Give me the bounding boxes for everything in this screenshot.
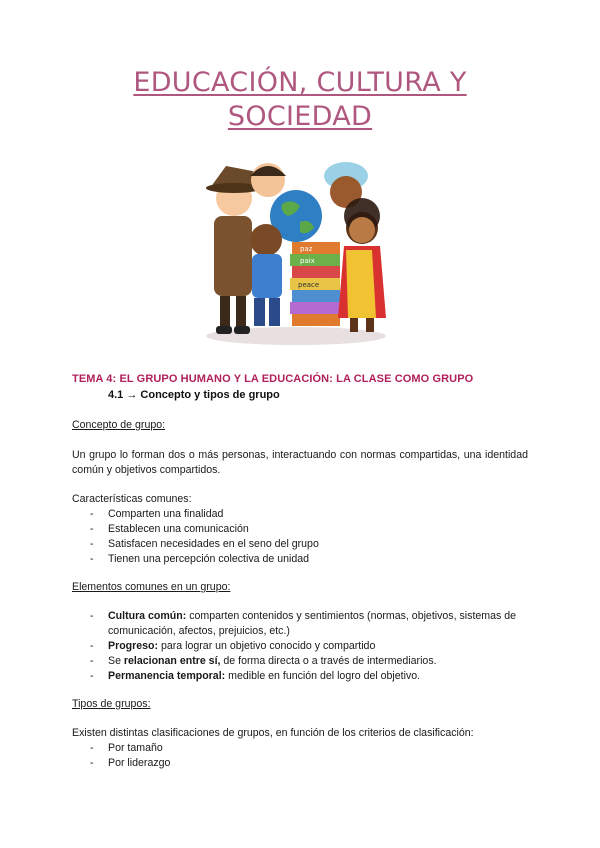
tipos-intro: Existen distintas clasificaciones de grupos, en función de los criterios de clasificación: — [72, 727, 474, 739]
tipos-heading — [72, 697, 528, 712]
item-bold: Progreso: — [108, 640, 159, 652]
list-item: - Por liderazgo — [72, 756, 528, 771]
item-prefix: Se — [108, 655, 124, 667]
list-item — [72, 669, 528, 684]
children-globe-books-illustration — [196, 158, 396, 348]
list-item — [72, 609, 528, 639]
item-bold: Permanencia temporal: — [108, 670, 226, 682]
book-label-3: peace — [298, 281, 320, 289]
concepto-paragraph: Un grupo lo forman dos o más personas, interactuando con normas compartidas, una identidad común y objetivos compartidos. — [72, 449, 528, 476]
list-item: - Comparten una finalidad — [72, 507, 528, 522]
list-item — [72, 654, 528, 669]
list-item: - Por tamaño — [72, 741, 528, 756]
concepto-heading-text: Concepto de grupo: — [72, 419, 166, 431]
caracteristicas-heading: Características comunes: — [72, 493, 192, 505]
item-bold: relacionan entre sí, — [123, 655, 221, 667]
tipos-heading-text: Tipos de grupos: — [72, 698, 151, 710]
tipos-list — [72, 741, 528, 771]
title-line-1: EDUCACIÓN, CULTURA Y — [133, 67, 467, 98]
tipos-section — [72, 726, 528, 771]
elementos-list — [72, 609, 528, 684]
concepto-heading — [72, 418, 528, 433]
elementos-section — [72, 609, 528, 684]
book-label-1: paz — [300, 245, 313, 253]
elementos-heading-text: Elementos comunes en un grupo: — [72, 581, 231, 593]
title-line-2: SOCIEDAD — [227, 101, 373, 132]
book-label-2: paix — [300, 257, 315, 265]
list-item: - Satisfacen necesidades en el seno del grupo — [72, 537, 528, 552]
item-bold: Cultura común: — [108, 610, 187, 622]
section-tema-heading: TEMA 4: EL GRUPO HUMANO Y LA EDUCACIÓN: LA CLASE COMO GRUPO — [72, 373, 474, 385]
subsection-heading: 4.1 → Concepto y tipos de grupo — [108, 389, 280, 401]
elementos-heading — [72, 580, 528, 595]
item-rest: de forma directa o a través de intermediarios. — [220, 655, 437, 667]
list-item: - Establecen una comunicación — [72, 522, 528, 537]
item-rest: para lograr un objetivo conocido y compartido — [158, 640, 376, 652]
item-rest: medible en función del logro del objetivo. — [225, 670, 421, 682]
document-title — [0, 66, 600, 134]
caracteristicas-section — [72, 492, 528, 567]
list-item — [72, 639, 528, 654]
item-rest: comparten contenidos y sentimientos (normas, objetivos, sistemas de comunicación, afectos, prejuicios, etc.) — [108, 610, 517, 637]
list-item: - Tienen una percepción colectiva de unidad — [72, 552, 528, 567]
caracteristicas-list — [72, 507, 528, 567]
